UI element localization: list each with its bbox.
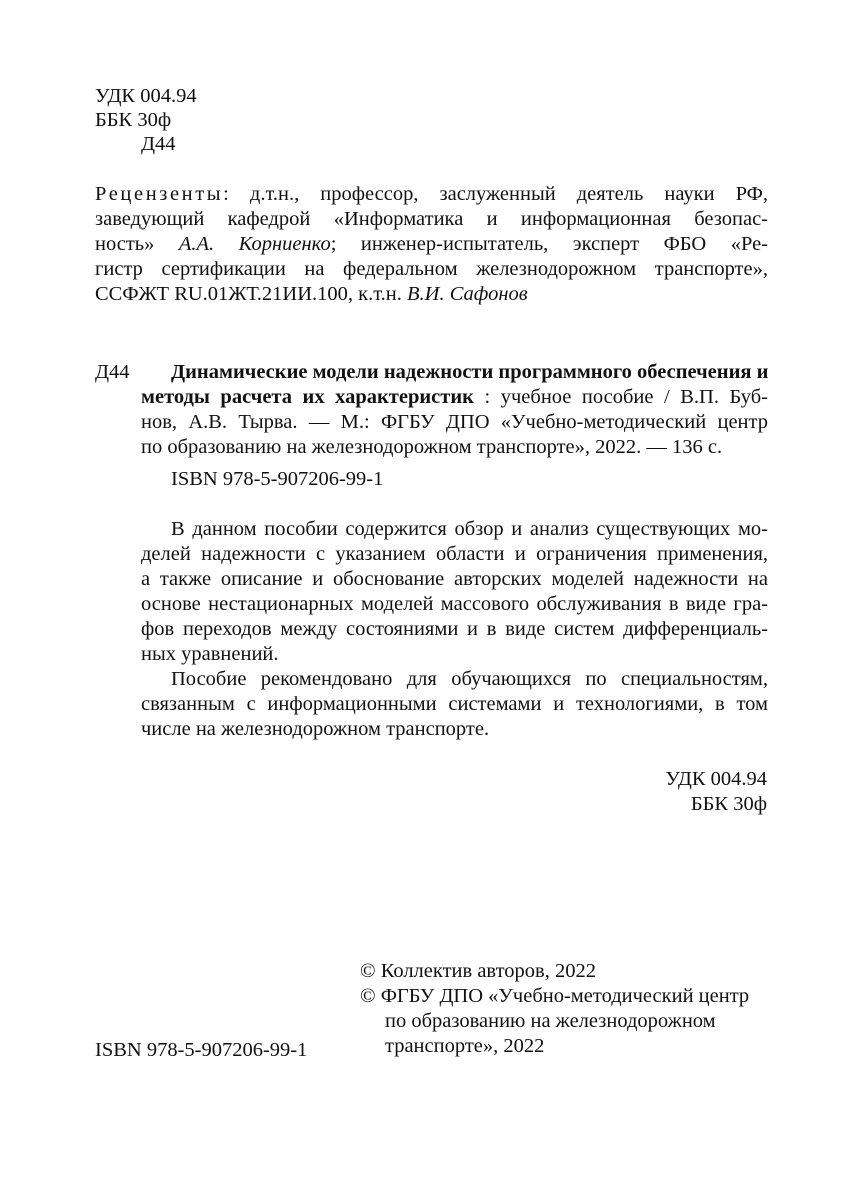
- copyright-line: © Коллектив авторов, 2022: [360, 960, 596, 982]
- reviewers-line-3: [95, 232, 768, 256]
- abstract-line: основе нестационарных моделей массового обслуживания в виде гра-: [141, 593, 768, 615]
- reviewer-name-2: В.И. Сафонов: [407, 283, 528, 305]
- bbk-code: ББК 30ф: [95, 109, 172, 131]
- author-mark: Д44: [141, 133, 176, 155]
- abstract-line: ных уравнений.: [141, 643, 279, 665]
- abstract-line: а также описание и обоснование авторских моделей надежности на: [141, 568, 768, 590]
- reviewers-line-2: заведующий кафедрой «Информатика и информационная безопас-: [95, 208, 768, 230]
- reviewers-text: ССФЖТ RU.01ЖТ.21ИИ.100, к.т.н.: [95, 283, 402, 305]
- reviewers-line-5: [95, 282, 528, 306]
- copyright-line: по образованию на железнодорожном: [385, 1010, 716, 1032]
- copyright-line: транспорте», 2022: [385, 1035, 545, 1057]
- abstract-line: делей надежности с указанием области и ограничения применения,: [141, 543, 768, 565]
- entry-line-4: по образованию на железнодорожном транспорте», 2022. — 136 с.: [141, 436, 723, 458]
- bbk-code-bottom: ББК 30ф: [690, 793, 767, 815]
- abstract-line: связанным с информационными системами и технологиями, в том: [141, 693, 768, 715]
- udk-code-bottom: УДК 004.94: [665, 768, 767, 790]
- abstract-line: В данном пособии содержится обзор и анализ существующих мо-: [171, 518, 768, 540]
- reviewers-text: ; инженер-испытатель, эксперт ФБО «Ре-: [330, 233, 768, 255]
- reviewers-text: ность»: [95, 233, 155, 255]
- reviewer-name-1: А.А. Корниенко: [178, 233, 331, 255]
- copyright-line: © ФГБУ ДПО «Учебно-методический центр: [360, 985, 750, 1007]
- entry-title-line-2: [141, 385, 768, 409]
- entry-mark: Д44: [95, 361, 130, 383]
- footer-isbn: ISBN 978-5-907206-99-1: [95, 1039, 308, 1061]
- entry-title: методы расчета их характеристик: [141, 386, 474, 408]
- entry-isbn: ISBN 978-5-907206-99-1: [171, 468, 384, 490]
- reviewers-line-1: [95, 182, 768, 206]
- abstract-line: Пособие рекомендовано для обучающихся по специальностям,: [171, 668, 768, 690]
- udk-code: УДК 004.94: [95, 85, 197, 107]
- entry-line-3: нов, А.В. Тырва. — М.: ФГБУ ДПО «Учебно-методический центр: [141, 411, 768, 433]
- reviewers-label: Рецензенты: [95, 183, 224, 205]
- entry-title-line-1: Динамические модели надежности программного обеспечения и: [171, 361, 769, 383]
- abstract-line: фов переходов между состояниями и в виде систем дифференциаль-: [141, 618, 768, 640]
- reviewers-line-4: гистр сертификации на федеральном железнодорожном транспорте»,: [95, 258, 768, 280]
- reviewers-text: : д.т.н., профессор, заслуженный деятель науки РФ,: [223, 183, 768, 205]
- abstract-line: числе на железнодорожном транспорте.: [141, 718, 490, 740]
- entry-text: : учебное пособие / В.П. Буб-: [473, 386, 768, 408]
